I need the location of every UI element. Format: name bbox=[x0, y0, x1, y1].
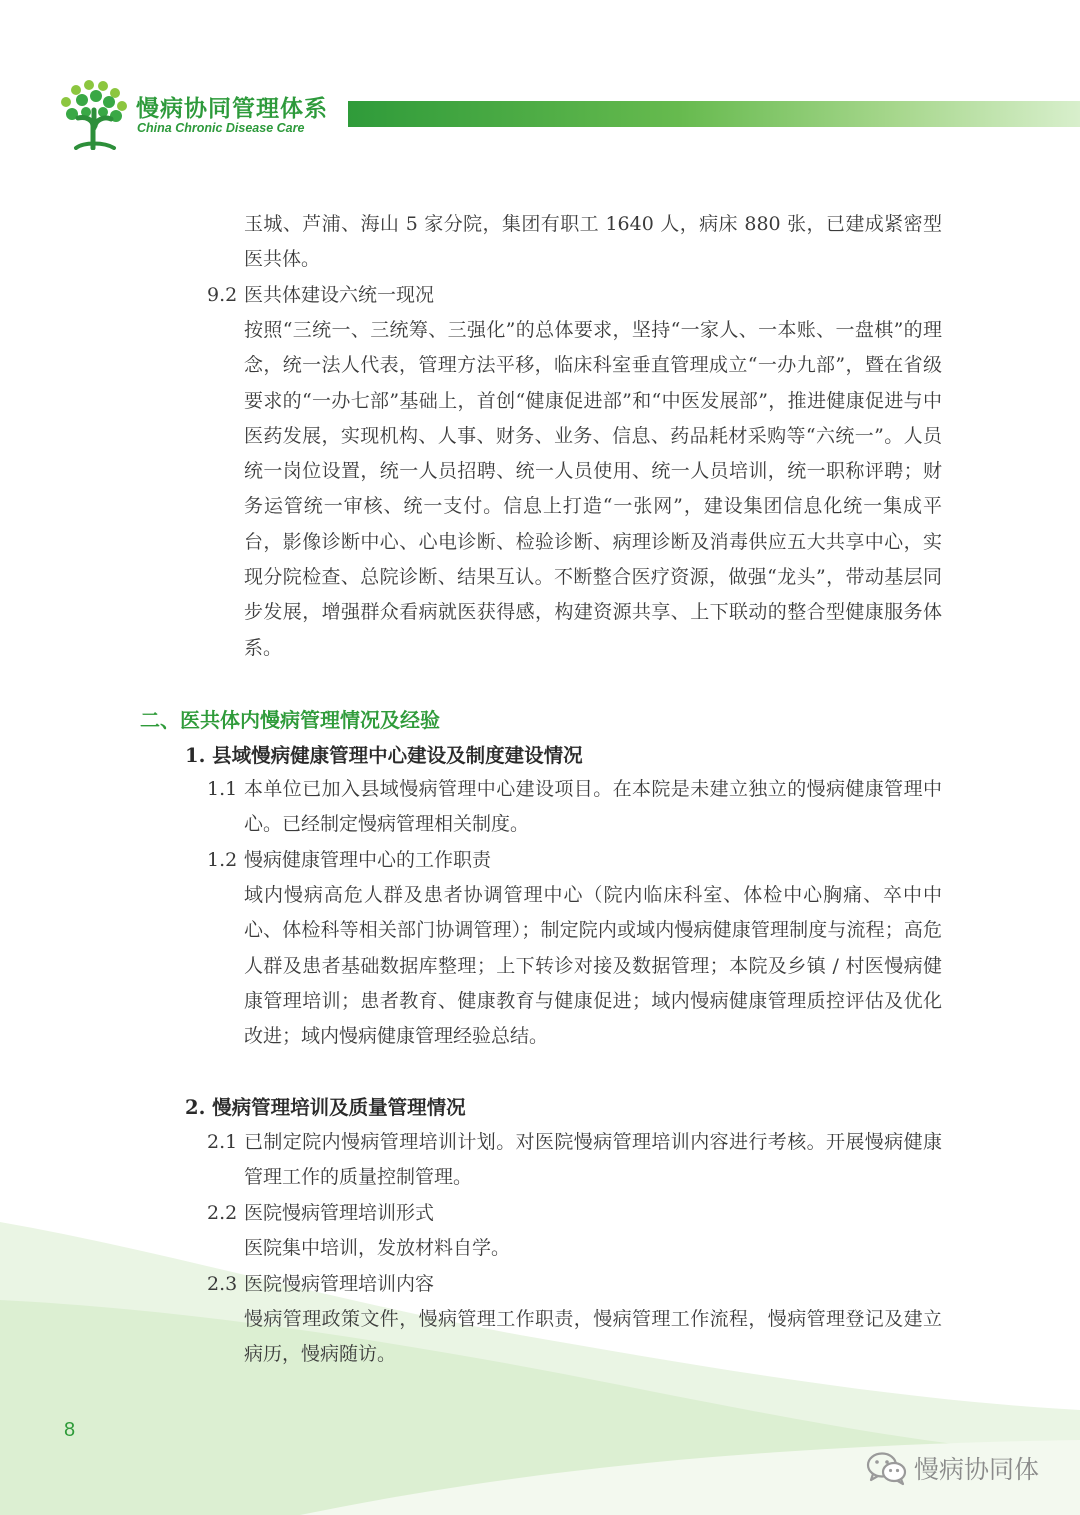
brand-subtitle: China Chronic Disease Care bbox=[137, 121, 305, 135]
paragraph-1-2: 域内慢病高危人群及患者协调管理中心（院内临床科室、体检中心胸痛、卒中中心、体检科等相关部门协调管理）；制定院内或域内慢病健康管理制度与流程；高危人群及患者基础数据库整理；上下转诊对接及数据管理；本院及乡镇 / 村医慢病健康管理培训；患者教育、健康教育与健康促进；域内慢病健康管理质控评估及优化改进；域内慢病健康管理经验总结。 bbox=[244, 884, 942, 1048]
item-number: 1.2 bbox=[207, 849, 238, 871]
item-number: 2.3 bbox=[207, 1273, 238, 1295]
item-number: 1.1 bbox=[207, 778, 238, 800]
item-2-2 bbox=[207, 1196, 942, 1231]
paragraph-2-3: 慢病管理政策文件，慢病管理工作职责，慢病管理工作流程，慢病管理登记及建立病历，慢病随访。 bbox=[244, 1308, 942, 1366]
item-title: 医院慢病管理培训内容 bbox=[244, 1273, 435, 1295]
watermark bbox=[866, 1448, 1039, 1488]
item-number: 2.2 bbox=[207, 1202, 238, 1224]
item-title: 慢病健康管理中心的工作职责 bbox=[244, 849, 492, 871]
item-number: 2.1 bbox=[207, 1131, 238, 1153]
paragraph-2-2: 医院集中培训，发放材料自学。 bbox=[244, 1237, 511, 1259]
section-heading: 二、医共体内慢病管理情况及经验 bbox=[140, 708, 440, 732]
paragraph-9-2: 按照“三统一、三统筹、三强化”的总体要求，坚持“一家人、一本账、一盘棋”的理念，统一法人代表，管理方法平移，临床科室垂直管理成立“一办九部”，暨在省级要求的“一办七部”基础上，首创“健康促进部”和“中医发展部”，推进健康促进与中医药发展，实现机构、人事、财务、业务、信息、药品耗材采购等“六统一”。人员统一岗位设置，统一人员招聘、统一人员使用、统一人员培训，统一职称评聘；财务运管统一审核、统一支付。信息上打造“一张网”，建设集团信息化统一集成平台，影像诊断中心、心电诊断、检验诊断、病理诊断及消毒供应五大共享中心，实现分院检查、总院诊断、结果互认。不断整合医疗资源，做强“龙头”，带动基层同步发展，增强群众看病就医获得感，构建资源共享、上下联动的整合型健康服务体系。 bbox=[244, 319, 942, 659]
brand-title: 慢病协同管理体系 bbox=[136, 96, 328, 122]
subsection-heading-2: 2. 慢病管理培训及质量管理情况 bbox=[185, 1096, 466, 1119]
subsection-heading-1: 1. 县域慢病健康管理中心建设及制度建设情况 bbox=[185, 744, 583, 767]
item-2-1-text: 已制定院内慢病管理培训计划。对医院慢病管理培训内容进行考核。开展慢病健康管理工作的质量控制管理。 bbox=[244, 1131, 942, 1189]
item-title: 医共体建设六统一现况 bbox=[244, 284, 435, 306]
item-title: 医院慢病管理培训形式 bbox=[244, 1202, 435, 1224]
item-2-3 bbox=[207, 1267, 942, 1302]
tree-logo-icon bbox=[56, 78, 132, 150]
watermark-text: 慢病协同体 bbox=[914, 1455, 1040, 1484]
item-1-1-text: 本单位已加入县域慢病管理中心建设项目。在本院是未建立独立的慢病健康管理中心。已经制定慢病管理相关制度。 bbox=[244, 778, 942, 836]
page-header bbox=[0, 0, 1080, 170]
header-gradient-bar bbox=[348, 101, 1080, 127]
item-number: 9.2 bbox=[207, 284, 238, 306]
page-number: 8 bbox=[64, 1419, 76, 1441]
item-9-2 bbox=[207, 278, 942, 313]
intro-paragraph: 玉城、芦浦、海山 5 家分院，集团有职工 1640 人，病床 880 张，已建成紧密型医共体。 bbox=[244, 213, 942, 271]
item-1-2 bbox=[207, 843, 942, 878]
wechat-icon bbox=[866, 1450, 908, 1486]
